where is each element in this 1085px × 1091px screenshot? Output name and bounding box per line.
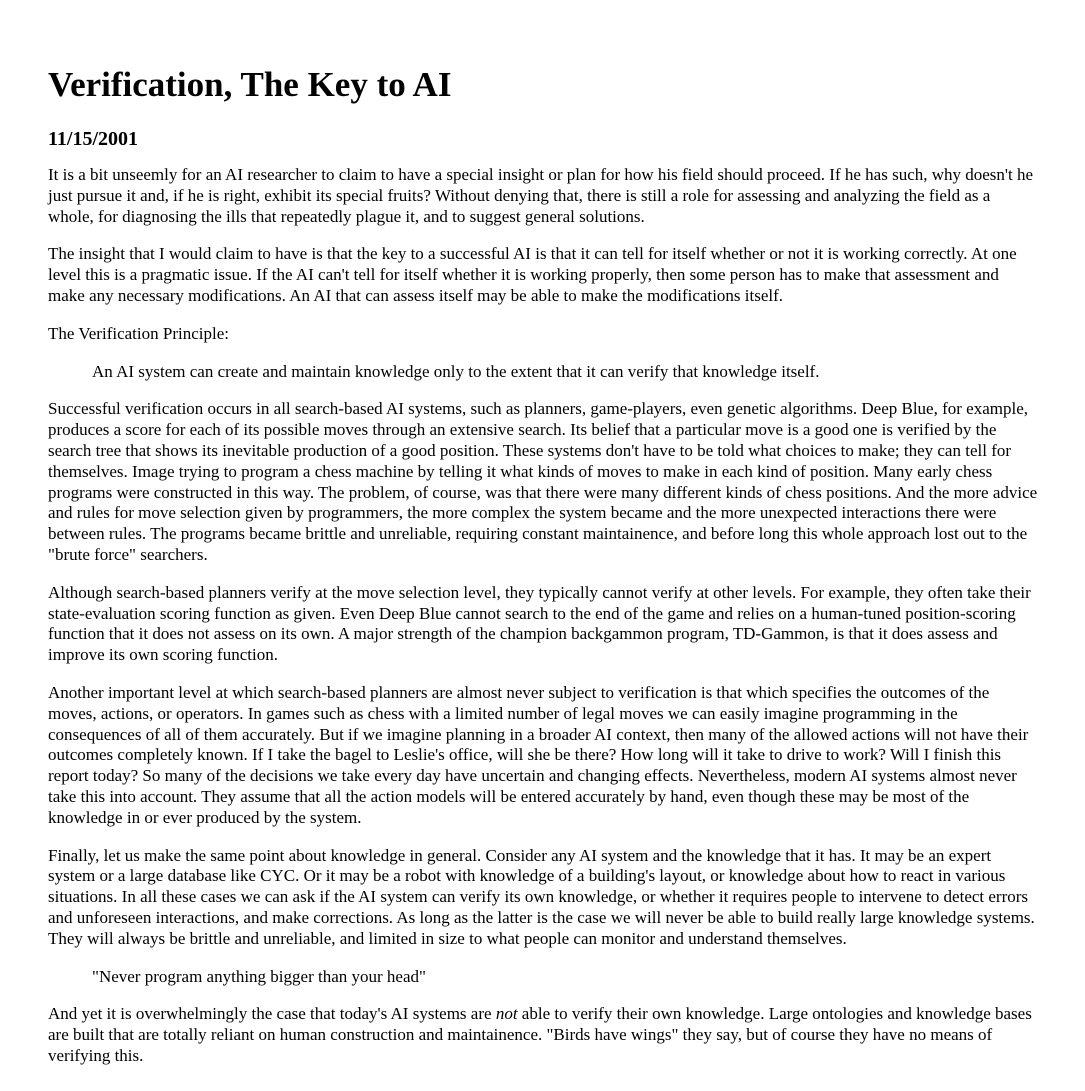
conclusion-text-end: able to verify their own knowledge. Large ontologies and knowledge bases are built that are totally reliant on human construction and maintainence. "Birds have wings" they say, but of course they have no means of verifying this. (48, 1004, 1032, 1065)
paragraph-conclusion (48, 1004, 1038, 1066)
emphasis-not: not (495, 1004, 518, 1024)
paragraph-outcomes: Another important level at which search-based planners are almost never subject to verification is that which specifies the outcomes of the moves, actions, or operators. In games such as chess with a limited number of legal moves we can easily imagine programming in the consequences of all of them accurately. But if we imagine planning in a broader AI context, then many of the allowed actions will not have their outcomes completely known. If I take the bagel to Leslie's office, will she be there? How long will it take to drive to work? Will I finish this report today? So many of the decisions we take every day have uncertain and changing effects. Nevertheless, modern AI systems almost never take this into account. They assume that all the action models will be entered accurately by hand, even though these may be most of the knowledge in or ever produced by the system. (48, 682, 1029, 827)
page-title: Verification, The Key to AI (48, 65, 452, 104)
paragraph-principle-heading: The Verification Principle: (48, 323, 229, 343)
paragraph-insight: The insight that I would claim to have is that the key to a successful AI is that it can tell for itself whether or not it is working correctly. At one level this is a pragmatic issue. If the AI can't tell for itself whether it is working properly, then some person has to make that assessment and make any necessary modifications. An AI that can assess itself may be able to make the modifications itself. (48, 244, 1017, 305)
paragraph-intro: It is a bit unseemly for an AI researcher to claim to have a special insight or plan for how his field should proceed. If he has such, why doesn't he just pursue it and, if he is right, exhibit its special fruits? Without denying that, there is still a role for assessing and analyzing the field as a whole, for diagnosing the ills that repeatedly plague it, and to suggest general solutions. (48, 165, 1034, 226)
paragraph-planners: Although search-based planners verify at the move selection level, they typically cannot verify at other levels. For example, they often take their state-evaluation scoring function as given. Even Deep Blue cannot search to the end of the game and relies on a human-tuned position-scoring function that it does not assess on its own. A major strength of the champion backgammon program, TD-Gammon, is that it does assess and improve its own scoring function. (48, 582, 1031, 665)
verification-principle-quote: An AI system can create and maintain knowledge only to the extent that it can verify that knowledge itself. (92, 361, 820, 381)
conclusion-text-start: And yet it is overwhelmingly the case that today's AI systems are (48, 1004, 496, 1024)
document-body (48, 62, 1038, 1084)
paragraph-search-systems: Successful verification occurs in all search-based AI systems, such as planners, game-players, even genetic algorithms. Deep Blue, for example, produces a score for each of its possible moves through an extensive search. Its belief that a particular move is a good one is verified by the search tree that shows its inevitable production of a good position. These systems don't have to be told what choices to make; they can tell for themselves. Image trying to program a chess machine by telling it what kinds of moves to make in each kind of position. Many early chess programs were constructed in this way. The problem, of course, was that there were many different kinds of chess positions. And the more advice and rules for move selection given by programmers, the more complex the system became and the more unexpected interactions there were between rules. The programs became brittle and unreliable, requiring constant maintainence, and before long this whole approach lost out to the "brute force" searchers. (48, 399, 1038, 564)
document-date: 11/15/2001 (48, 128, 139, 150)
paragraph-knowledge: Finally, let us make the same point about knowledge in general. Consider any AI system and the knowledge that it has. It may be an expert system or a large database like CYC. Or it may be a robot with knowledge of a building's layout, or knowledge about how to react in various situations. In all these cases we can ask if the AI system can verify its own knowledge, or whether it requires people to intervene to detect errors and unforeseen interactions, and make corrections. As long as the latter is the case we will never be able to build really large knowledge systems. They will always be brittle and unreliable, and limited in size to what people can monitor and understand themselves. (48, 845, 1035, 948)
head-size-quote: "Never program anything bigger than your head" (92, 966, 426, 986)
